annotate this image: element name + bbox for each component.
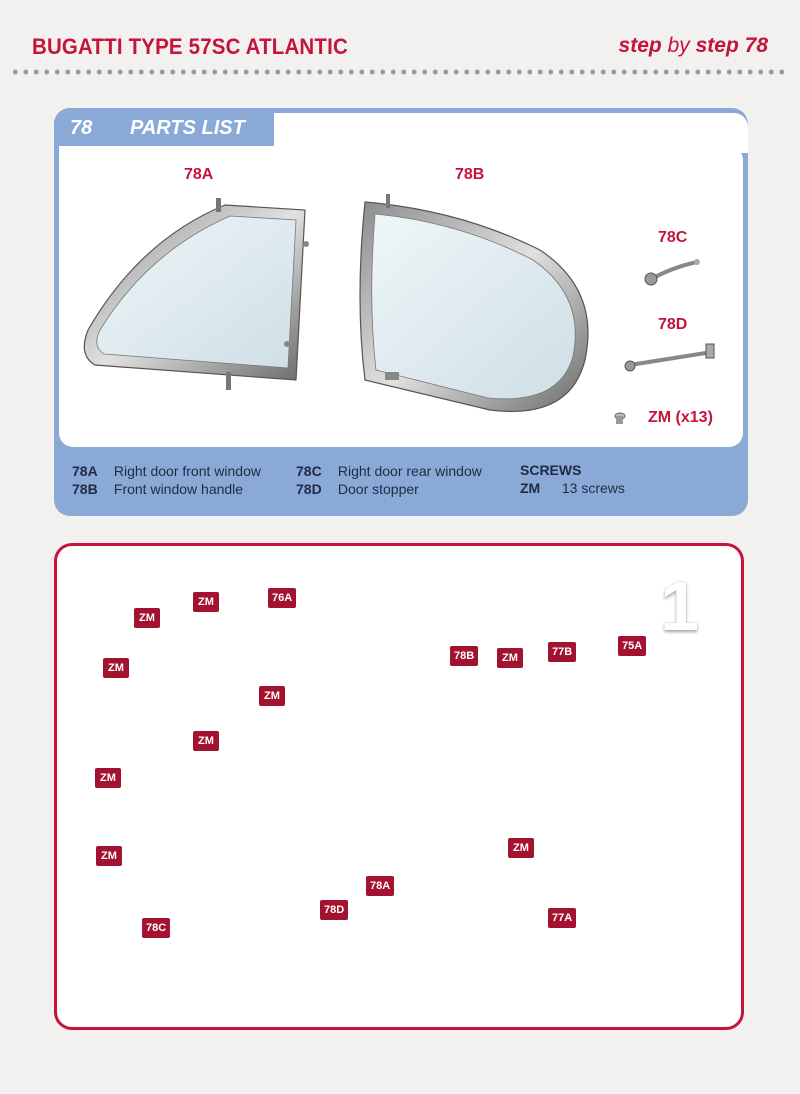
tag-78b: 78B	[450, 646, 478, 666]
legend-row-4	[296, 481, 419, 497]
tag-zm: ZM	[193, 731, 219, 751]
part-78c-handle	[645, 259, 700, 285]
label-78b: 78B	[455, 166, 485, 183]
legend-text: Right door rear window	[337, 463, 482, 479]
screws-heading-text: SCREWS	[520, 462, 582, 478]
tag-zm: ZM	[103, 658, 129, 678]
tag-zm: ZM	[96, 846, 122, 866]
parts-list-number: 78	[70, 117, 93, 139]
label-78d: 78D	[658, 316, 688, 333]
label-zm: ZM (x13)	[648, 409, 713, 426]
tag-77b: 77B	[548, 642, 576, 662]
tag-zm: ZM	[508, 838, 534, 858]
tag-77a: 77A	[548, 908, 576, 928]
screws-row	[520, 480, 625, 496]
tag-75a: 75A	[618, 636, 646, 656]
step-number-large: 1	[660, 567, 699, 645]
tag-78d: 78D	[320, 900, 348, 920]
label-78a: 78A	[184, 166, 214, 183]
tag-zm: ZM	[259, 686, 285, 706]
legend-row-3	[296, 463, 482, 479]
legend-text: Right door front window	[113, 463, 261, 479]
screws-heading	[520, 462, 581, 478]
parts-list-title: PARTS LIST	[130, 117, 245, 139]
part-78a-window	[84, 198, 309, 390]
tag-76a: 76A	[268, 588, 296, 608]
tag-78a: 78A	[366, 876, 394, 896]
tag-78c: 78C	[142, 918, 170, 938]
tag-zm: ZM	[497, 648, 523, 668]
part-78b-window	[360, 194, 588, 411]
legend-code: 78A	[72, 463, 98, 479]
tag-zm: ZM	[95, 768, 121, 788]
label-78c: 78C	[658, 229, 688, 246]
step-number: 78	[744, 34, 768, 57]
part-78d-stopper	[625, 344, 714, 371]
screws-text: 13 screws	[561, 480, 625, 496]
legend-code: 78D	[296, 481, 322, 497]
part-zm-screw	[615, 413, 625, 424]
legend-row-1	[72, 463, 261, 479]
legend-text: Door stopper	[337, 481, 419, 497]
step-word: step	[618, 34, 662, 57]
legend-text: Front window handle	[113, 481, 244, 497]
tag-zm: ZM	[134, 608, 160, 628]
by-word: by	[667, 34, 690, 57]
tag-zm: ZM	[193, 592, 219, 612]
legend-code: 78B	[72, 481, 98, 497]
page-title: BUGATTI TYPE 57SC ATLANTIC	[32, 34, 348, 59]
screws-code: ZM	[520, 480, 541, 496]
legend-code: 78C	[296, 463, 322, 479]
step-word-2: step	[695, 34, 739, 57]
legend-row-2	[72, 481, 243, 497]
